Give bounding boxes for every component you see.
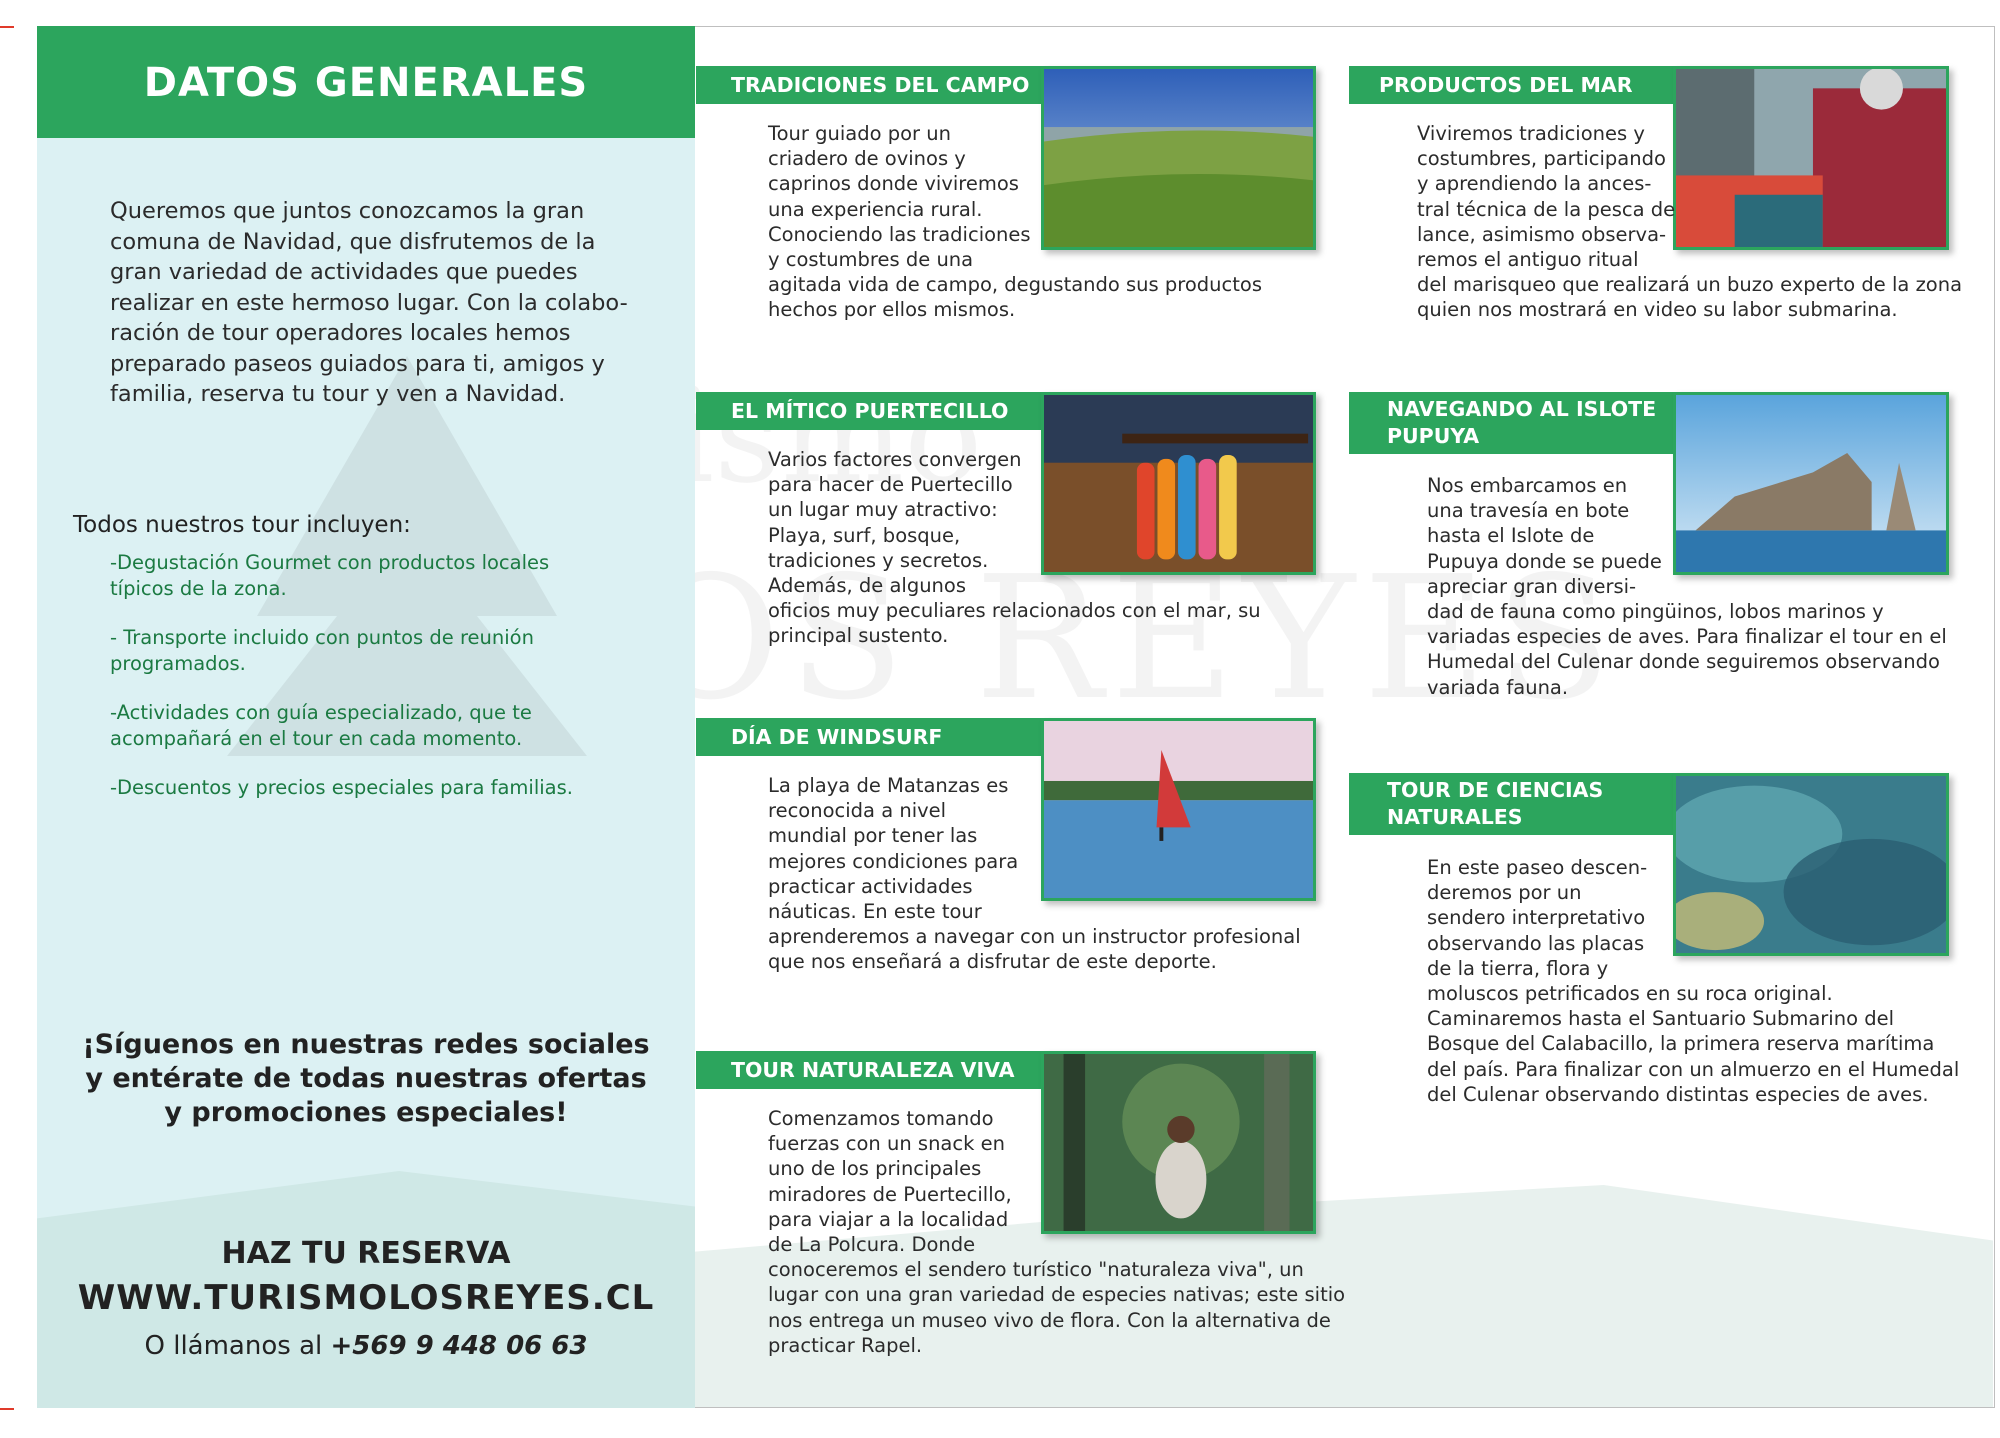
body-line: y costumbres de una	[768, 248, 974, 272]
includes-heading: Todos nuestros tour incluyen:	[73, 512, 411, 538]
body-line: practicar Rapel.	[768, 1333, 923, 1357]
left-panel	[37, 26, 695, 1408]
body-line: uno de los principales	[768, 1157, 982, 1181]
section-body-puertecillo	[768, 447, 1261, 649]
body-line: miradores de Puertecillo,	[768, 1182, 1012, 1206]
body-line: Nos embarcamos en	[1427, 474, 1628, 497]
body-line: La playa de Matanzas es	[768, 774, 1009, 797]
page-title: DATOS GENERALES	[143, 60, 589, 106]
crop-mark	[0, 1408, 14, 1410]
intro-line: realizar en este hermoso lugar. Con la colabo-	[110, 289, 628, 316]
body-line: remos el antiguo ritual	[1417, 248, 1639, 272]
body-line: criadero de ovinos y	[768, 147, 966, 171]
body-line: Humedal del Culenar donde seguiremos observando	[1427, 650, 1940, 674]
section-body-windsurf	[768, 773, 1301, 975]
body-line: dad de fauna como pingüinos, lobos marinos y	[1427, 600, 1884, 624]
section-title-line: TOUR DE CIENCIAS	[1387, 778, 1604, 802]
section-body-ciencias	[1427, 855, 1959, 1107]
section-title-line: PUPUYA	[1387, 424, 1480, 448]
body-line: del Culenar observando distintas especies de aves.	[1427, 1082, 1929, 1106]
include-item: -Degustación Gourmet con productos locales típicos de la zona.	[110, 551, 550, 600]
section-title-line: NATURALES	[1387, 805, 1523, 829]
body-line: reconocida a nivel	[768, 799, 947, 823]
body-line: Además, de algunos	[768, 574, 966, 598]
body-line: náuticas. En este tour	[768, 900, 982, 924]
body-line: costumbres, participando	[1417, 147, 1666, 171]
body-line: agitada vida de campo, degustando sus productos	[768, 273, 1262, 297]
body-line: aprenderemos a navegar con un instructor profesional	[768, 925, 1301, 949]
body-line: tral técnica de la pesca de	[1417, 197, 1676, 221]
body-line: moluscos petrificados en su roca original.	[1427, 982, 1833, 1006]
body-line: quien nos mostrará en video su labor submarina.	[1417, 298, 1898, 322]
body-line: lugar con una gran variedad de especies nativas; este sitio	[768, 1283, 1346, 1307]
section-title-line: NAVEGANDO AL ISLOTE	[1387, 397, 1657, 421]
social-line: y entérate de todas nuestras ofertas	[85, 1063, 647, 1094]
section-body-tradiciones	[768, 121, 1262, 323]
body-line: fuerzas con un snack en	[768, 1132, 1005, 1156]
social-line: y promociones especiales!	[164, 1097, 568, 1128]
body-line: Viviremos tradiciones y	[1417, 122, 1645, 145]
intro-paragraph	[110, 196, 630, 410]
body-line: oficios muy peculiares relacionados con el mar, su	[768, 599, 1261, 623]
body-line: conoceremos el sendero turístico "naturaleza viva", un	[768, 1258, 1304, 1282]
body-line: para hacer de Puertecillo	[768, 473, 1013, 497]
body-line: apreciar gran diversi-	[1427, 574, 1637, 598]
body-line: deremos por un	[1427, 881, 1582, 905]
body-line: un lugar muy atractivo:	[768, 498, 998, 522]
body-line: variadas especies de aves. Para finalizar el tour en el	[1427, 625, 1947, 649]
social-line: ¡Síguenos en nuestras redes sociales	[82, 1029, 650, 1060]
body-line: que nos enseñará a disfrutar de este deporte.	[768, 950, 1217, 974]
section-body-naturaleza	[768, 1106, 1345, 1358]
body-line: variada fauna.	[1427, 675, 1569, 699]
body-line: Varios factores convergen	[768, 448, 1022, 471]
social-callout	[77, 1028, 655, 1130]
body-line: practicar actividades	[768, 874, 973, 898]
section-title-tradiciones: TRADICIONES DEL CAMPO	[696, 66, 1041, 104]
body-line: observando las placas	[1427, 931, 1645, 955]
body-line: de la tierra, flora y	[1427, 956, 1609, 980]
body-line: Tour guiado por un	[768, 122, 951, 145]
body-line: una travesía en bote	[1427, 499, 1630, 523]
section-body-islote	[1427, 473, 1947, 700]
body-line: de La Polcura. Donde	[768, 1233, 976, 1257]
body-line: del país. Para finalizar con un almuerzo en el Humedal	[1427, 1057, 1960, 1081]
body-line: Pupuya donde se puede	[1427, 549, 1662, 573]
section-title-ciencias	[1349, 773, 1673, 835]
section-body-mar	[1417, 121, 1962, 323]
section-title-naturaleza: TOUR NATURALEZA VIVA	[696, 1051, 1041, 1089]
body-line: lance, asimismo observa-	[1417, 222, 1667, 246]
body-line: mejores condiciones para	[768, 849, 1019, 873]
include-item: - Transporte incluido con puntos de reunión programados.	[110, 626, 534, 675]
intro-line: familia, reserva tu tour y ven a Navidad.	[110, 381, 566, 407]
body-line: Comenzamos tomando	[768, 1107, 994, 1130]
body-line: sendero interpretativo	[1427, 906, 1646, 930]
include-item: -Descuentos y precios especiales para familias.	[110, 776, 573, 799]
intro-line: ración de tour operadores locales hemos	[110, 320, 571, 346]
section-title-islote	[1349, 392, 1673, 454]
body-line: tradiciones y secretos.	[768, 548, 989, 572]
body-line: Conociendo las tradiciones	[768, 222, 1031, 246]
body-line: principal sustento.	[768, 624, 949, 648]
section-title-puertecillo: EL MÍTICO PUERTECILLO	[696, 392, 1041, 430]
reserve-phone	[37, 1331, 695, 1361]
intro-line: Queremos que juntos conozcamos la gran	[110, 198, 585, 224]
body-line: En este paseo descen-	[1427, 856, 1648, 879]
body-line: Playa, surf, bosque,	[768, 523, 961, 547]
body-line: mundial por tener las	[768, 824, 978, 848]
body-line: caprinos donde viviremos	[768, 172, 1019, 196]
body-line: hasta el Islote de	[1427, 524, 1595, 548]
body-line: hechos por ellos mismos.	[768, 298, 1016, 322]
phone-prefix: O llámanos al	[144, 1331, 323, 1361]
include-item: -Actividades con guía especializado, que te acompañará en el tour en cada momento.	[110, 701, 532, 750]
section-title-windsurf: DÍA DE WINDSURF	[696, 718, 1041, 756]
intro-line: gran variedad de actividades que puedes	[110, 259, 578, 285]
reserve-title: HAZ TU RESERVA	[221, 1236, 511, 1271]
body-line: una experiencia rural.	[768, 197, 983, 221]
body-line: nos entrega un museo vivo de flora. Con la alternativa de	[768, 1308, 1331, 1332]
body-line: y aprendiendo la ances-	[1417, 172, 1652, 196]
reserve-website-link[interactable]: WWW.TURISMOLOSREYES.CL	[77, 1278, 655, 1318]
section-title-mar: PRODUCTOS DEL MAR	[1349, 66, 1673, 104]
crop-mark	[0, 26, 14, 28]
body-line: Bosque del Calabacillo, la primera reserva marítima	[1427, 1032, 1935, 1056]
body-line: para viajar a la localidad	[768, 1207, 1009, 1231]
body-line: Caminaremos hasta el Santuario Submarino del	[1427, 1007, 1895, 1031]
phone-number[interactable]: +569 9 448 06 63	[330, 1331, 588, 1361]
intro-line: preparado paseos guiados para ti, amigos y	[110, 350, 605, 377]
intro-line: comuna de Navidad, que disfrutemos de la	[110, 228, 596, 255]
body-line: del marisqueo que realizará un buzo experto de la zona	[1417, 273, 1963, 297]
